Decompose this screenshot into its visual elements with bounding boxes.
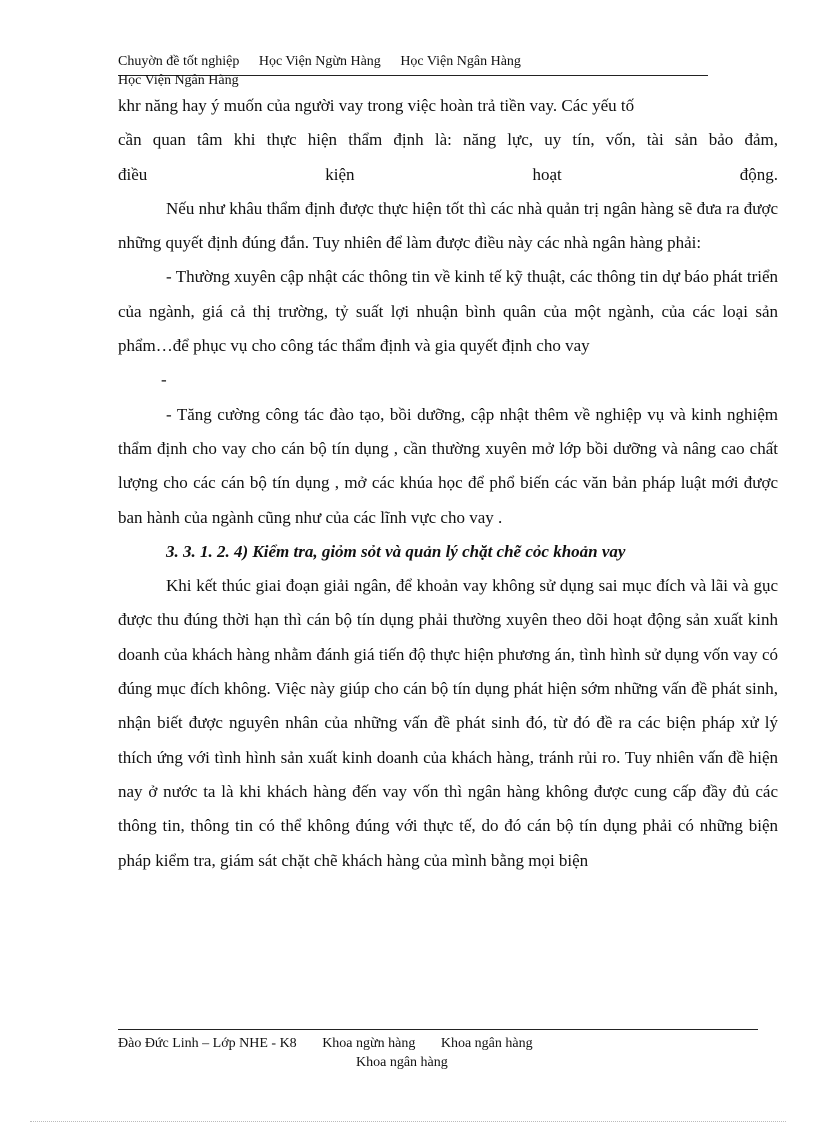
paragraph-line: cần quan tâm khi thực hiện thẩm định là: năng lực, uy tín, vốn, tài sản bảo đảm, (118, 130, 778, 150)
section-heading: 3. 3. 1. 2. 4) Kiểm tra, giỏm sỏt và quản lý chặt chẽ cỏc khoản vay (166, 541, 626, 561)
bullet-paragraph: - Tăng cường công tác đào tạo, bồi dưỡng, cập nhật thêm về nghiệp vụ và kinh nghiệm thẩm định cho vay cho cán bộ tín dụng , cần thường xuyên mở lớp bồi dưỡng và nâng cao chất lượng cho các cán bộ tín dụng , mở các khúa học để phổ biến các văn bản pháp luật mới được ban hành của ngành cũng như của các lĩnh vực cho vay . (118, 404, 778, 527)
bullet-paragraph: - Thường xuyên cập nhật các thông tin về kinh tế kỹ thuật, các thông tin dự báo phát triển của ngành, giá cả thị trường, tỷ suất lợi nhuận bình quân của một ngành, của các loại sản phẩm…để phục vụ cho công tác thẩm định và gia quyết định cho vay (118, 267, 778, 356)
header-institution-1: Học Viện Ngừn Hàng (258, 54, 381, 69)
header-institution-3: Học Viện Ngân Hàng (118, 73, 239, 88)
page-edge (30, 1121, 786, 1122)
document-body (118, 89, 778, 878)
paragraph-line: khr năng hay ý muốn của người vay trong việc hoàn trả tiền vay. Các yếu tố (118, 96, 635, 115)
footer-rule (118, 1029, 758, 1030)
dash-marker: - (161, 370, 167, 390)
footer-department-3: Khoa ngân hàng (356, 1055, 448, 1070)
paragraph: Nếu như khâu thẩm định được thực hiện tốt thì các nhà quản trị ngân hàng sẽ đưa ra được những quyết định đúng đắn. Tuy nhiên để làm được điều này các nhà ngân hàng phải: (118, 198, 778, 253)
footer-department-2: Khoa ngân hàng (440, 1036, 533, 1051)
footer-department-1: Khoa ngừn hàng (322, 1036, 416, 1051)
page-footer (118, 1036, 555, 1052)
header-institution-2: Học Viện Ngân Hàng (400, 54, 521, 69)
paragraph: Khi kết thúc giai đoạn giải ngân, để khoản vay không sử dụng sai mục đích và lãi và gục được thu đúng thời hạn thì cán bộ tín dụng phải thường xuyên theo dõi hoạt động sản xuất kinh doanh của khách hàng nhằm đánh giá tiến độ thực hiện phương án, tình hình sử dụng vốn vay có đúng mục đích không. Việc này giúp cho cán bộ tín dụng phát hiện sớm những vấn đề phát sinh, nhận biết được nguyên nhân của những vấn đề phát sinh đó, từ đó đề ra các biện pháp xử lý thích ứng với tình hình sản xuất kinh doanh của khách hàng, tránh rủi ro. Tuy nhiên vấn đề hiện nay ở nước ta là khi khách hàng đến vay vốn thì ngân hàng không được cung cấp đầy đủ các thông tin, thông tin có thể không đúng với thực tế, do đó cán bộ tín dụng phải có những biện pháp kiểm tra, giám sát chặt chẽ khách hàng của mình bằng mọi biện (118, 576, 778, 870)
page-header (118, 54, 537, 70)
paragraph-line: điều kiện hoạt động. (118, 164, 778, 184)
footer-author: Đào Đức Linh – Lớp NHE - K8 (118, 1036, 297, 1051)
header-thesis-label: Chuyờn đề tốt nghiệp (118, 54, 240, 69)
